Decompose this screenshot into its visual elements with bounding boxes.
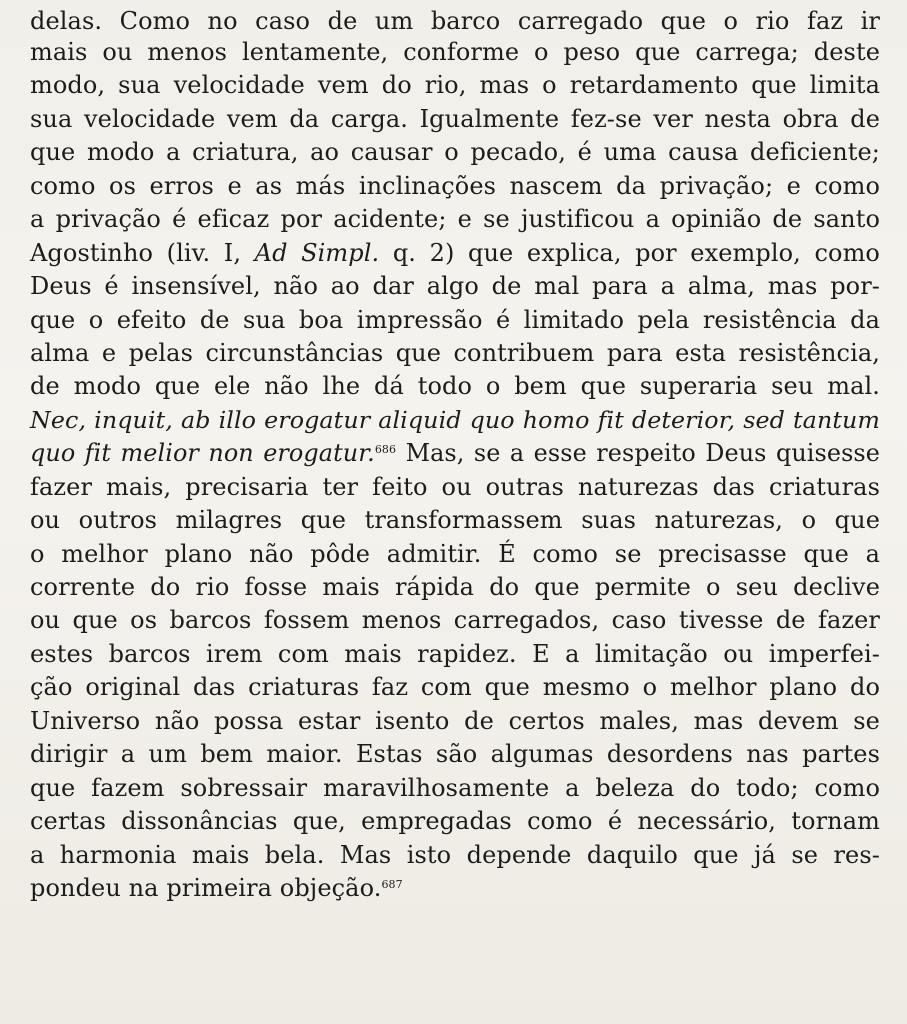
text-segment: a harmonia mais bela. Mas isto depende daquilo que já se res- bbox=[30, 840, 880, 869]
text-segment: como os erros e as más inclinações nascem da privação; e como bbox=[30, 171, 880, 200]
text-line bbox=[30, 36, 880, 69]
text-line bbox=[30, 604, 880, 637]
text-line bbox=[30, 772, 880, 805]
text-line bbox=[30, 404, 880, 437]
text-line bbox=[30, 671, 880, 704]
text-segment: Deus é insensível, não ao dar algo de mal para a alma, mas por- bbox=[30, 272, 880, 301]
text-line bbox=[30, 805, 880, 838]
text-segment: corrente do rio fosse mais rápida do que permite o seu declive bbox=[30, 573, 880, 601]
text-segment: ou outros milagres que transformassem suas naturezas, o que bbox=[30, 506, 880, 535]
italic-text: quo fit melior non erogatur. bbox=[30, 439, 375, 468]
text-line bbox=[30, 103, 880, 136]
text-line bbox=[30, 69, 880, 102]
text-line bbox=[30, 705, 880, 738]
text-segment: Mas, se a esse respeito Deus quisesse bbox=[396, 439, 880, 468]
footnote-reference: 686 bbox=[374, 443, 397, 457]
text-line bbox=[30, 337, 880, 370]
text-segment: que modo a criatura, ao causar o pecado, é uma causa deficiente; bbox=[30, 138, 880, 167]
text-segment: certas dissonâncias que, empregadas como é necessário, tornam bbox=[30, 807, 880, 836]
text-segment: que fazem sobressair maravilhosamente a beleza do todo; como bbox=[30, 773, 880, 802]
italic-text: Nec, inquit, ab illo erogatur aliquid quo homo fit deterior, sed tantum bbox=[30, 405, 880, 434]
text-segment: dirigir a um bem maior. Estas são algumas desordens nas partes bbox=[30, 740, 880, 769]
text-segment: modo, sua velocidade vem do rio, mas o retardamento que limita bbox=[30, 71, 880, 100]
text-line bbox=[30, 203, 880, 236]
text-segment: pondeu na primeira objeção. bbox=[30, 873, 382, 902]
text-segment: Agostinho (liv. I, bbox=[30, 238, 255, 267]
text-line bbox=[30, 0, 880, 36]
text-line bbox=[30, 237, 880, 270]
text-segment: estes barcos irem com mais rapidez. E a limitação ou imperfei- bbox=[30, 639, 880, 668]
body-text bbox=[30, 0, 880, 905]
text-segment: alma e pelas circunstâncias que contribuem para esta resistência, bbox=[30, 338, 880, 367]
text-line bbox=[30, 304, 880, 337]
text-line bbox=[30, 638, 880, 671]
text-line bbox=[30, 370, 880, 403]
text-line bbox=[30, 136, 880, 169]
text-line bbox=[30, 170, 880, 203]
text-line bbox=[30, 471, 880, 504]
text-line bbox=[30, 839, 880, 872]
text-segment: ou que os barcos fossem menos carregados, caso tivesse de fazer bbox=[30, 606, 880, 635]
text-segment: Universo não possa estar isento de certos males, mas devem se bbox=[30, 706, 880, 735]
text-segment: q. 2) que explica, por exemplo, como bbox=[379, 238, 880, 267]
text-segment: de modo que ele não lhe dá todo o bem que superaria seu mal. bbox=[30, 372, 880, 401]
text-line bbox=[30, 538, 880, 571]
text-segment: que o efeito de sua boa impressão é limitado pela resistência da bbox=[30, 305, 880, 334]
text-line bbox=[30, 872, 880, 905]
text-segment: mais ou menos lentamente, conforme o peso que carrega; deste bbox=[30, 38, 880, 66]
footnote-reference: 687 bbox=[381, 877, 403, 891]
text-segment: delas. Como no caso de um barco carregado que o rio faz ir bbox=[30, 7, 880, 35]
text-line bbox=[30, 738, 880, 771]
text-segment: a privação é eficaz por acidente; e se justificou a opinião de santo bbox=[30, 205, 880, 234]
text-segment: sua velocidade vem da carga. Igualmente fez-se ver nesta obra de bbox=[30, 104, 880, 133]
text-segment: o melhor plano não pôde admitir. É como se precisasse que a bbox=[30, 539, 880, 568]
text-segment: fazer mais, precisaria ter feito ou outras naturezas das criaturas bbox=[30, 472, 880, 501]
text-line bbox=[30, 571, 880, 604]
text-line bbox=[30, 270, 880, 303]
text-line bbox=[30, 437, 880, 470]
text-line bbox=[30, 504, 880, 537]
italic-text: Ad Simpl. bbox=[254, 238, 380, 267]
text-segment: ção original das criaturas faz com que mesmo o melhor plano do bbox=[30, 673, 880, 702]
